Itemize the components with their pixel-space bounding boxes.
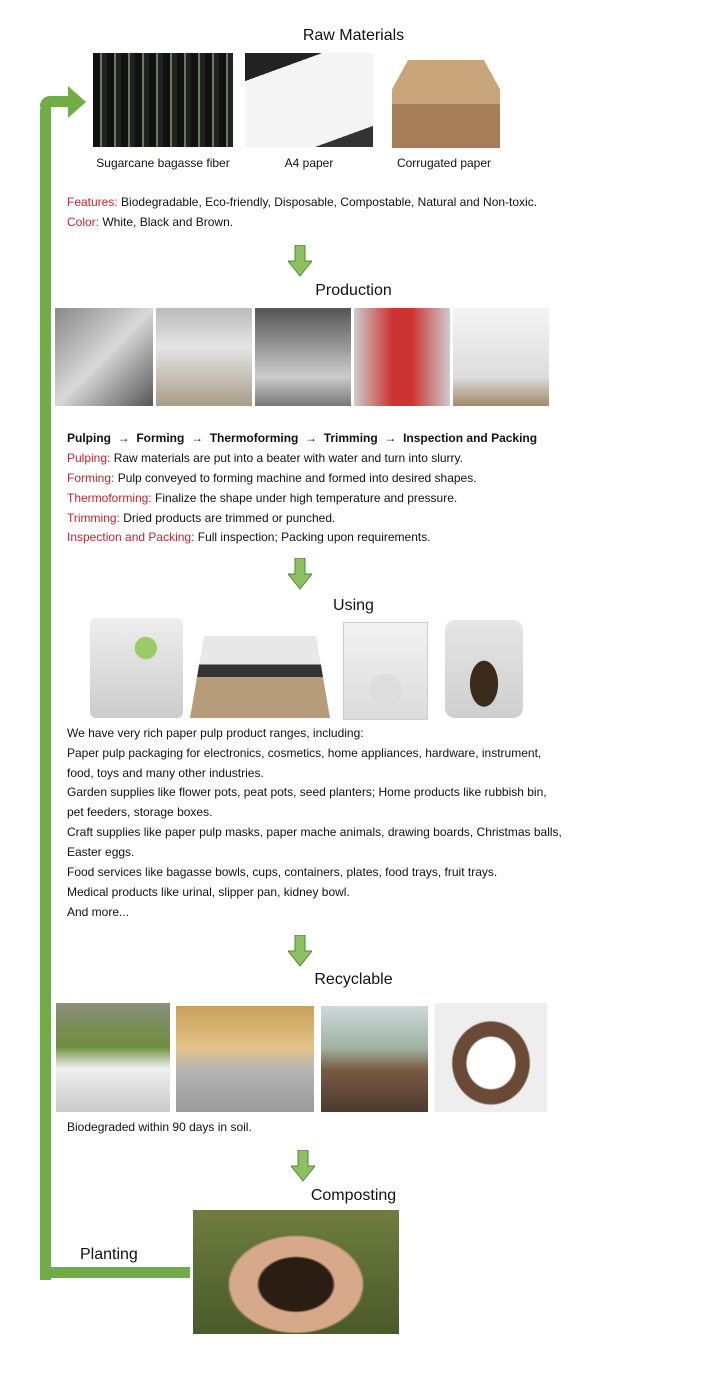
recyclable-title: Recyclable (314, 971, 393, 988)
step-label: Inspection and Packing: (67, 530, 195, 544)
step-inspection (67, 530, 431, 544)
caption-corrugated: Corrugated paper (396, 156, 492, 170)
biodegraded-text: Biodegraded within 90 days in soil. (67, 1120, 252, 1134)
step-label: Trimming: (67, 511, 120, 525)
features-line (67, 195, 537, 209)
step-label: Thermoforming: (67, 491, 152, 505)
step-thermoforming (67, 491, 457, 505)
production-image-4 (354, 308, 450, 406)
step-text: Finalize the shape under high temperature and pressure. (155, 491, 458, 505)
flow-arrow-icon: → (384, 431, 397, 445)
using-image-1 (90, 618, 183, 718)
text-line: Easter eggs. (67, 845, 135, 859)
sugarcane-image (93, 53, 233, 147)
raw-materials-title: Raw Materials (302, 27, 405, 44)
features-label: Features: (67, 195, 118, 209)
text-line: And more... (67, 905, 130, 919)
using-image-3 (343, 622, 428, 720)
recyclable-image-3 (321, 1006, 428, 1112)
text-line: Paper pulp packaging for electronics, cosmetics, home appliances, hardware, instrument, (67, 746, 542, 760)
text-line: Medical products like urinal, slipper pan, kidney bowl. (67, 885, 350, 899)
down-arrow-icon (288, 935, 312, 967)
text-line: Food services like bagasse bowls, cups, containers, plates, food trays, fruit trays. (67, 865, 498, 879)
features-text: Biodegradable, Eco-friendly, Disposable, Compostable, Natural and Non-toxic. (121, 195, 538, 209)
down-arrow-icon (291, 1150, 315, 1182)
recyclable-image-4 (435, 1003, 547, 1112)
production-image-5 (453, 308, 549, 406)
flow-step: Thermoforming (209, 431, 299, 445)
step-label: Forming: (67, 471, 115, 485)
flow-step: Pulping (67, 431, 111, 445)
flow-arrow-icon: → (305, 431, 318, 445)
step-text: Raw materials are put into a beater with water and turn into slurry. (113, 451, 463, 465)
step-forming (67, 471, 477, 485)
planting-label: Planting (80, 1246, 138, 1263)
a4-paper-image (245, 53, 373, 147)
corrugated-box-image (392, 50, 500, 148)
flow-step: Inspection and Packing (403, 431, 538, 445)
down-arrow-icon (288, 245, 312, 277)
step-trimming (67, 511, 335, 525)
step-pulping (67, 451, 463, 465)
production-title: Production (315, 282, 392, 299)
using-title: Using (333, 597, 374, 614)
flow-arrow-icon: → (191, 431, 204, 445)
production-image-1 (55, 308, 153, 406)
step-text: Pulp conveyed to forming machine and formed into desired shapes. (117, 471, 477, 485)
flow-step: Forming (136, 431, 185, 445)
text-line: Craft supplies like paper pulp masks, paper mache animals, drawing boards, Christmas balls, (67, 825, 562, 839)
color-text: White, Black and Brown. (102, 215, 234, 229)
flow-arrow-icon: → (117, 431, 130, 445)
step-text: Full inspection; Packing upon requirements. (197, 530, 431, 544)
text-line: We have very rich paper pulp product ranges, including: (67, 726, 364, 740)
caption-a4: A4 paper (284, 156, 334, 170)
compost-hands-image (193, 1210, 399, 1334)
cycle-line-bottom (40, 1267, 190, 1278)
production-image-3 (255, 308, 351, 406)
process-flow (67, 431, 537, 445)
composting-title: Composting (310, 1187, 397, 1204)
cycle-arrowhead-icon (68, 86, 88, 118)
step-label: Pulping: (67, 451, 111, 465)
recyclable-image-1 (56, 1003, 170, 1112)
color-line (67, 215, 233, 229)
caption-sugarcane: Sugarcane bagasse fiber (96, 156, 230, 170)
using-image-2 (190, 636, 330, 718)
text-line: pet feeders, storage boxes. (67, 805, 213, 819)
step-text: Dried products are trimmed or punched. (123, 511, 336, 525)
cycle-line-vertical (40, 100, 51, 1280)
text-line: Garden supplies like flower pots, peat pots, seed planters; Home products like rubbish bin, (67, 785, 547, 799)
flow-step: Trimming (323, 431, 378, 445)
recyclable-image-2 (176, 1006, 314, 1112)
text-line: food, toys and many other industries. (67, 766, 264, 780)
using-image-4 (445, 620, 523, 718)
down-arrow-icon (288, 558, 312, 590)
color-label: Color: (67, 215, 100, 229)
production-image-2 (156, 308, 252, 406)
